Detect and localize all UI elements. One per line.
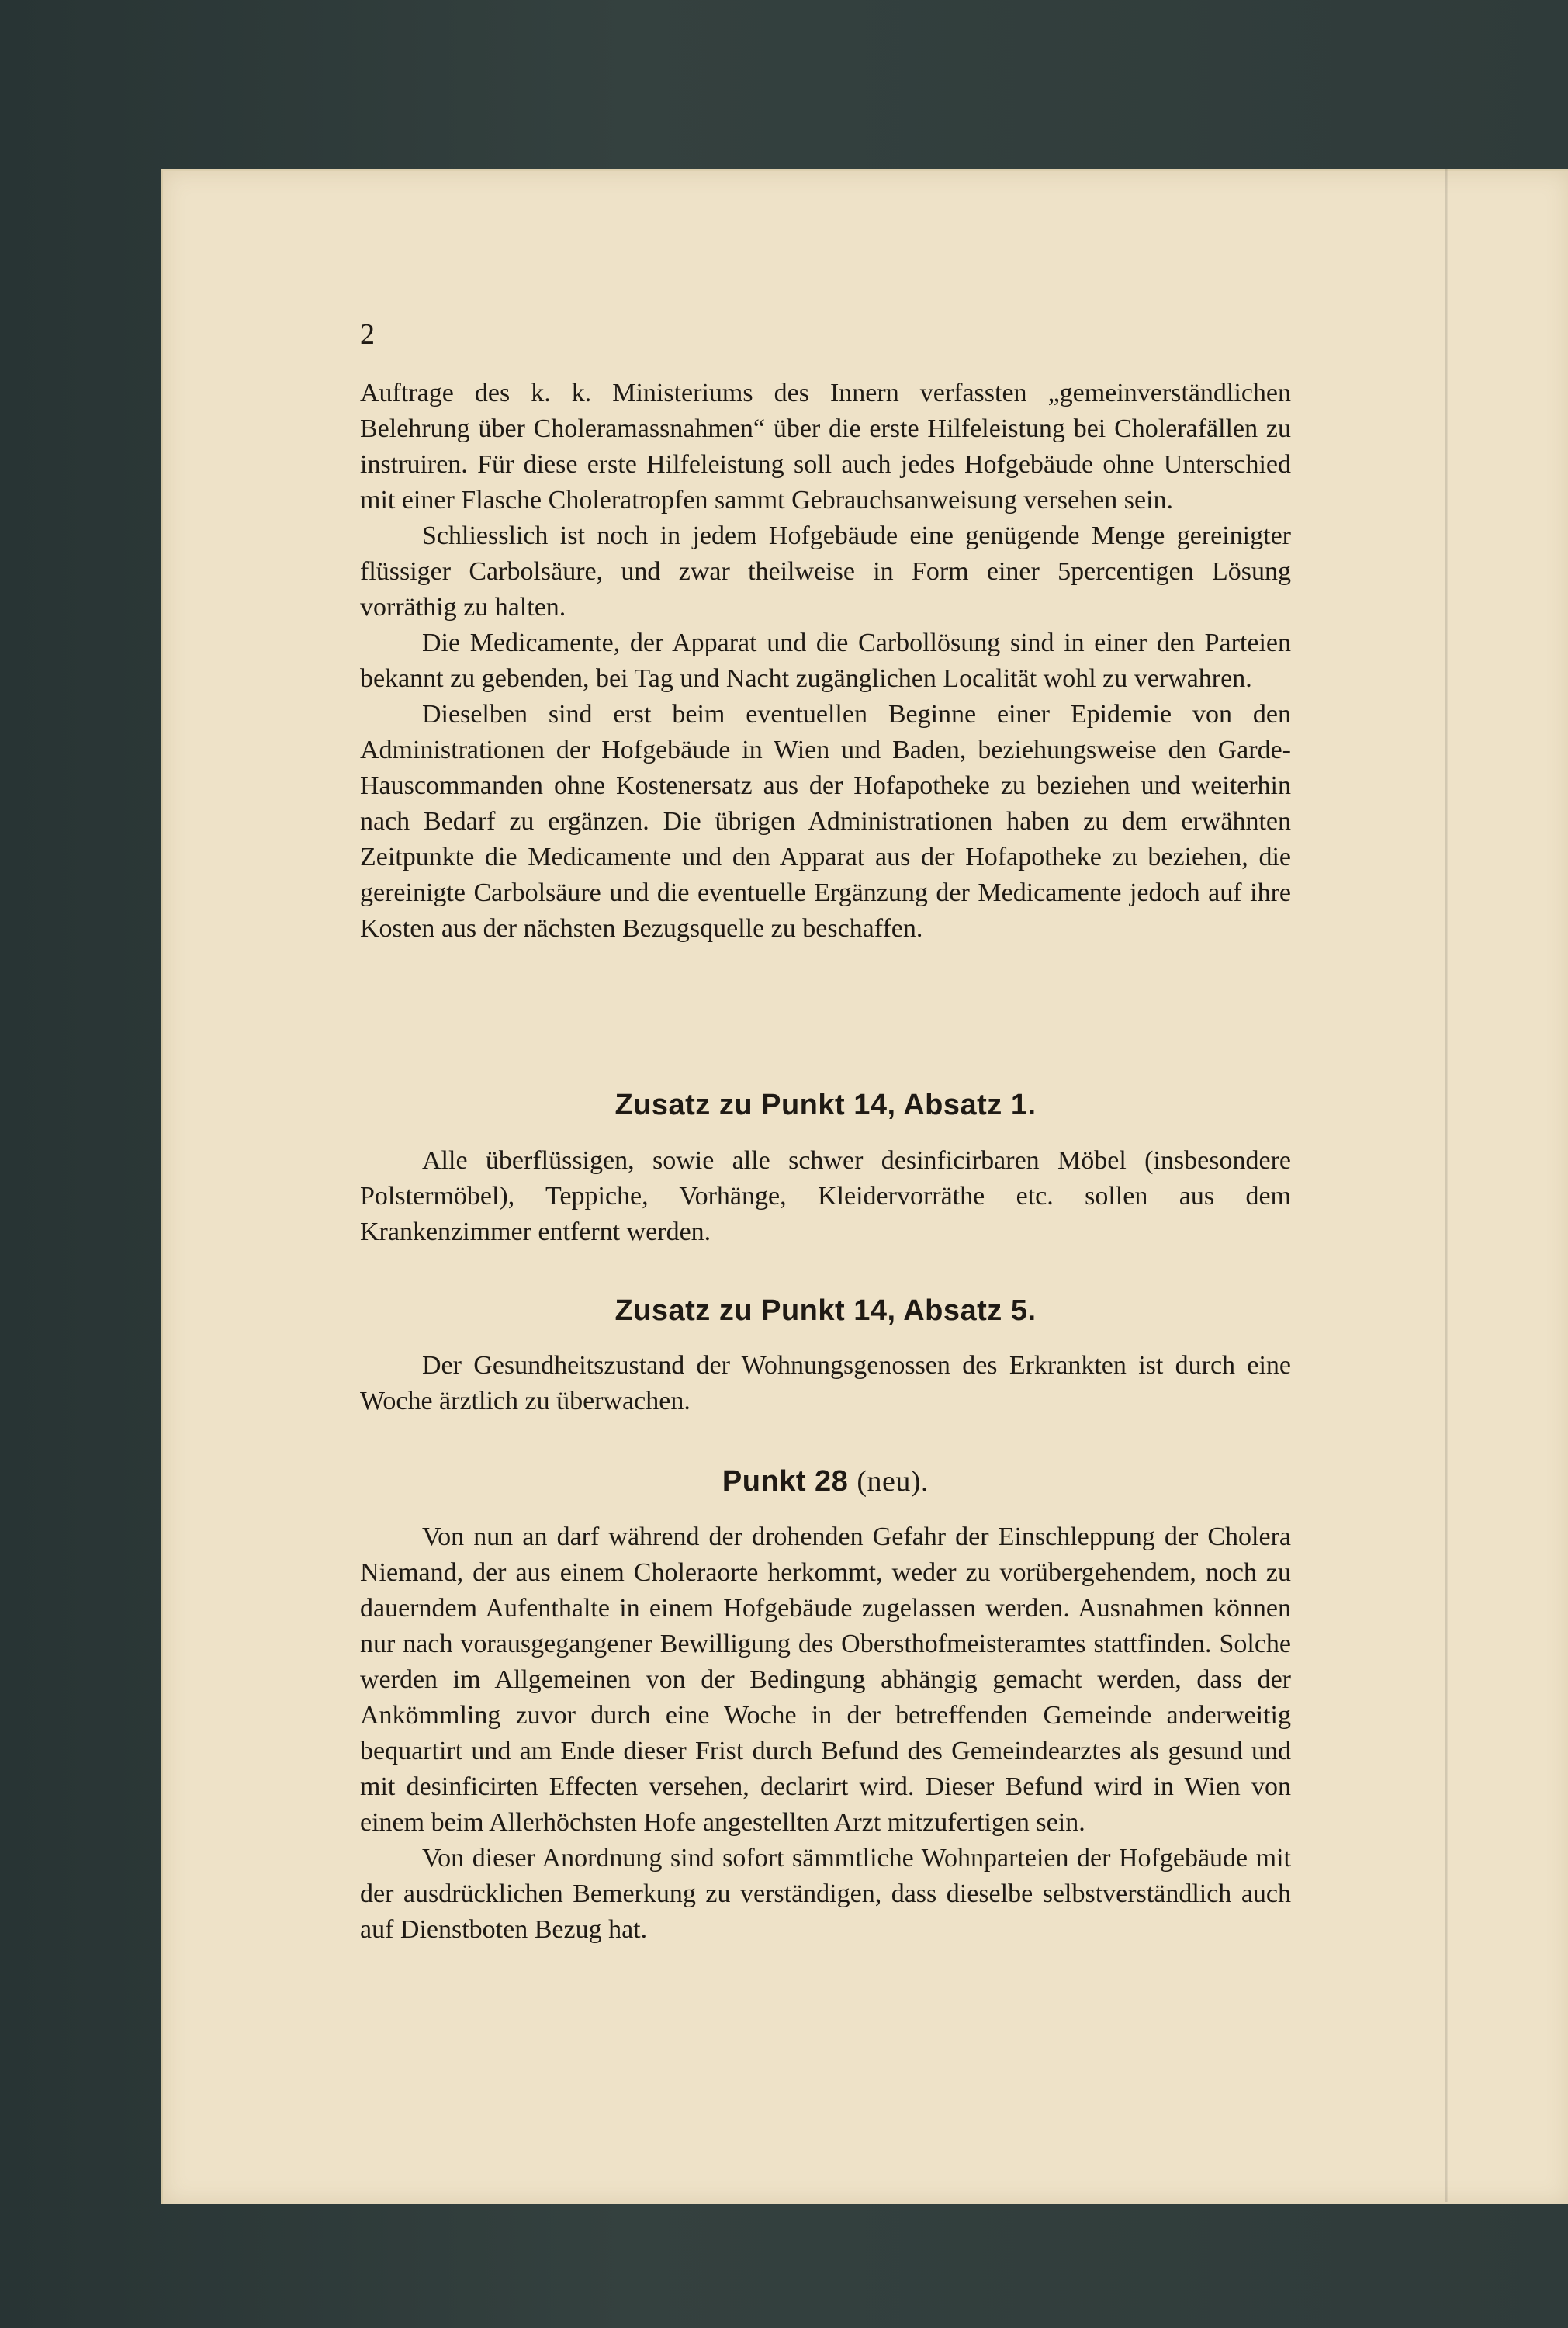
paragraph-intro-2: Schliesslich ist noch in jedem Hofgebäude eine genügende Menge gereinigter flüssiger Carbolsäure, und zwar theilweise in Form einer 5percentigen Lösung vorräthig zu halten.	[360, 521, 1291, 622]
paragraph-section-3-2: Von dieser Anordnung sind sofort sämmtliche Wohnparteien der Hofgebäude mit der ausdrücklichen Bemerkung zu verständigen, dass dieselbe selbstverständlich auch auf Dienstboten Bezug hat.	[360, 1844, 1291, 1944]
paragraph-intro-3: Die Medicamente, der Apparat und die Carbollösung sind in einer den Parteien bekannt zu gebenden, bei Tag und Nacht zugänglichen Localität wohl zu verwahren.	[360, 629, 1291, 693]
paragraph-section-2: Der Gesundheitszustand der Wohnungsgenossen des Erkrankten ist durch eine Woche ärztlich zu überwachen.	[360, 1351, 1291, 1415]
section-2-text	[360, 1348, 1291, 1419]
section-3-text	[360, 1519, 1291, 1948]
section-heading-2: Zusatz zu Punkt 14, Absatz 5.	[614, 1294, 1037, 1327]
paragraph-intro-4: Dieselben sind erst beim eventuellen Beginne einer Epidemie von den Administrationen der Hofgebäude in Wien und Baden, beziehungsweise den Garde-Hauscommanden ohne Kostenersatz aus der Hofapotheke zu beziehen und weiterhin nach Bedarf zu ergänzen. Die übrigen Administrationen haben zu dem erwähnten Zeitpunkte die Medicamente und den Apparat aus der Hofapotheke zu beziehen, die gereinigte Carbolsäure und die eventuelle Ergänzung der Medicamente jedoch auf ihre Kosten aus der nächsten Bezugsquelle zu beschaffen.	[360, 700, 1291, 943]
section-heading-3-main: Punkt 28	[722, 1465, 849, 1498]
section-heading-1: Zusatz zu Punkt 14, Absatz 1.	[614, 1089, 1037, 1121]
page-fold	[1445, 169, 1448, 2202]
paragraph-intro-1: Auftrage des k. k. Ministeriums des Innern verfassten „gemeinverständlichen Belehrung über Choleramassnahmen“ über die erste Hilfeleistung bei Cholerafällen zu instruiren. Für diese erste Hilfeleistung soll auch jedes Hofgebäude ohne Unterschied mit einer Flasche Choleratropfen sammt Gebrauchsanweisung versehen sein.	[360, 379, 1291, 514]
paragraph-section-3-1: Von nun an darf während der drohenden Gefahr der Einschleppung der Cholera Niemand, der aus einem Choleraorte herkommt, weder zu vorübergehendem, noch zu dauerndem Aufenthalte in einem Hofgebäude zugelassen werden. Ausnahmen können nur nach vorausgegangener Bewilligung des Obersthofmeisteramtes stattfinden. Solche werden im Allgemeinen von der Bedingung abhängig gemacht werden, dass der Ankömmling zuvor durch eine Woche in der betreffenden Gemeinde anderweitig bequartirt und am Ende dieser Frist durch Befund des Gemeindearztes als gesund und mit desinficirten Effecten versehen, declarirt wird. Dieser Befund wird in Wien von einem beim Allerhöchsten Hofe angestellten Arzt mitzufertigen sein.	[360, 1523, 1291, 1837]
page-number: 2	[360, 318, 375, 351]
intro-text	[360, 376, 1291, 947]
section-1-text	[360, 1143, 1291, 1250]
section-heading-3	[360, 1467, 1291, 1496]
paragraph-section-1: Alle überflüssigen, sowie alle schwer desinficirbaren Möbel (insbesondere Polstermöbel), Teppiche, Vorhänge, Kleidervorräthe etc. sollen aus dem Krankenzimmer entfernt werden.	[360, 1146, 1291, 1246]
section-heading-3-suffix: (neu).	[857, 1465, 929, 1498]
